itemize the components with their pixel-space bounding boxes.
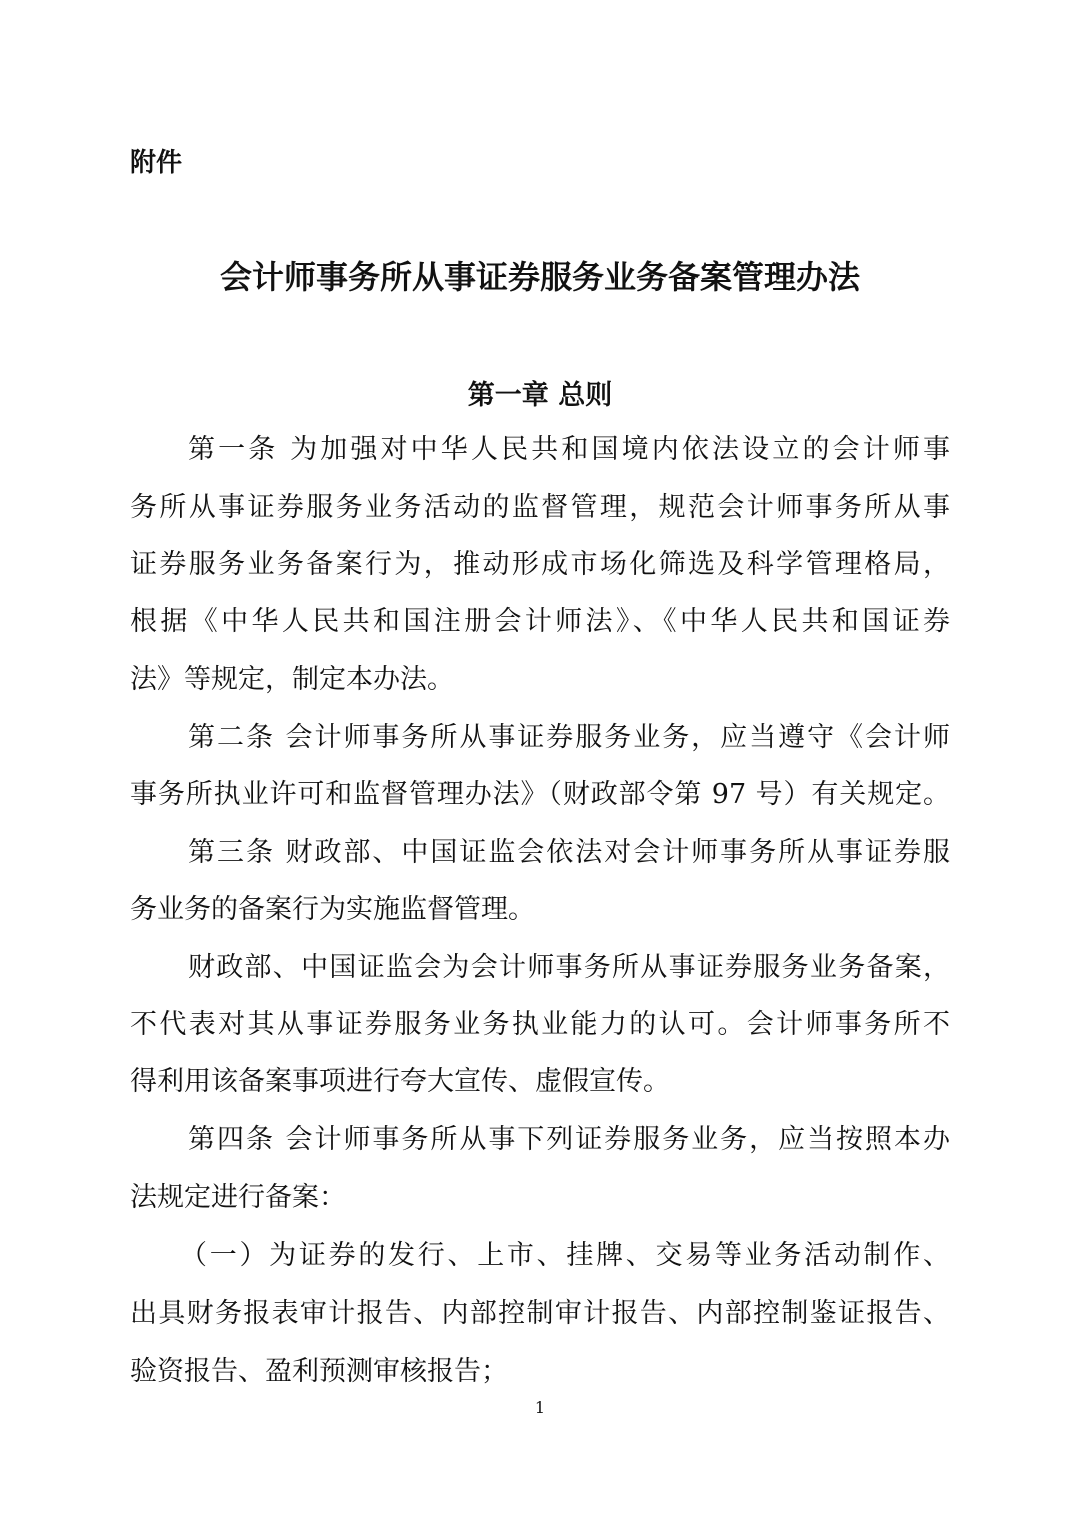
text-line: 事务所执业许可和监督管理办法》（财政部令第 97 号）有关规定。	[130, 779, 950, 810]
chapter-heading: 第一章 总则	[467, 380, 613, 411]
attachment-label: 附件	[130, 148, 183, 178]
text-line: 不代表对其从事证券服务业务执业能力的认可。会计师事务所不	[130, 1009, 950, 1040]
document-title: 会计师事务所从事证券服务业务备案管理办法	[219, 258, 860, 296]
text-line: 得利用该备案事项进行夸大宣传、虚假宣传。	[130, 1066, 670, 1097]
text-line: 第四条 会计师事务所从事下列证券服务业务，应当按照本办	[188, 1124, 950, 1155]
text-line: （一）为证券的发行、上市、挂牌、交易等业务活动制作、	[180, 1240, 950, 1271]
text-line: 证券服务业务备案行为，推动形成市场化筛选及科学管理格局，	[130, 549, 950, 580]
text-line: 第二条 会计师事务所从事证券服务业务，应当遵守《会计师	[188, 722, 950, 753]
text-line: 法规定进行备案：	[130, 1182, 346, 1213]
text-line: 务业务的备案行为实施监督管理。	[130, 894, 535, 925]
text-line: 根据《中华人民共和国注册会计师法》、《中华人民共和国证券	[130, 606, 950, 637]
text-line: 第三条 财政部、中国证监会依法对会计师事务所从事证券服	[188, 837, 950, 868]
text-line: 务所从事证券服务业务活动的监督管理，规范会计师事务所从事	[130, 492, 950, 523]
text-line: 财政部、中国证监会为会计师事务所从事证券服务业务备案，	[188, 952, 950, 983]
text-line: 法》等规定，制定本办法。	[130, 664, 454, 695]
text-line: 第一条 为加强对中华人民共和国境内依法设立的会计师事	[188, 434, 950, 465]
page-number: 1	[534, 1398, 546, 1417]
text-line: 出具财务报表审计报告、内部控制审计报告、内部控制鉴证报告、	[130, 1298, 950, 1329]
text-line: 验资报告、盈利预测审核报告；	[130, 1356, 508, 1387]
